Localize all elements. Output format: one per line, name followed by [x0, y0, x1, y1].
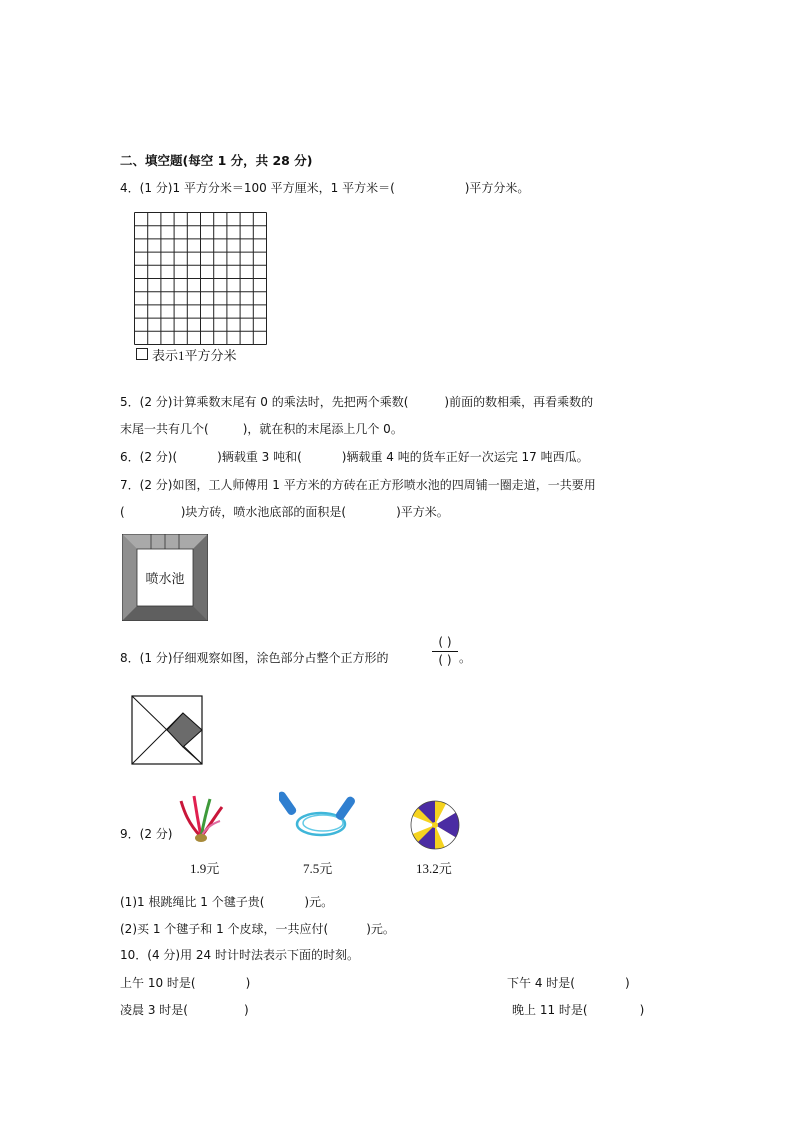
q9-sub2-text-a: (2)买 1 个毽子和 1 个皮球，一共应付(: [120, 922, 329, 936]
q6-text-c: )辆载重 4 吨的货车正好一次运完 17 吨西瓜。: [341, 450, 589, 464]
price-shuttlecock: 1.9元: [190, 861, 220, 876]
q6-text-b: )辆载重 3 吨和(: [217, 450, 302, 464]
q7-text-b: )块方砖，喷水池底部的面积是(: [180, 505, 347, 519]
jump-rope-icon: [279, 787, 359, 843]
question-5-line-1: [120, 393, 593, 411]
question-9-sub-2: [120, 920, 395, 938]
q10-c-close: ): [243, 1003, 249, 1017]
q7-text-c: )平方米。: [396, 505, 449, 519]
question-5-line-2: [120, 420, 403, 438]
q5-text-b: )前面的数相乘，再看乘数的: [444, 395, 594, 409]
q10-c-text: 凌晨 3 时是(: [120, 1003, 188, 1017]
q5-text-a: 5．(2 分)计算乘数末尾有 0 的乘法时，先把两个乘数(: [120, 395, 409, 409]
q5-text-c: 末尾一共有几个(: [120, 422, 209, 436]
q10-a-close: ): [245, 976, 251, 990]
q5-text-d: )，就在积的末尾添上几个 0。: [242, 422, 403, 436]
q10-item-c: [120, 1001, 249, 1019]
shuttlecock-icon: [176, 793, 226, 843]
q9-sub2-text-b: )元。: [366, 922, 395, 936]
q10-b-text: 下午 4 时是(: [507, 976, 575, 990]
q10-item-a: [120, 974, 250, 992]
q10-d-text: 晚上 11 时是(: [512, 1003, 588, 1017]
section-title: 二、填空题(每空 1 分，共 28 分): [120, 153, 313, 168]
legend-square-icon: [136, 348, 148, 360]
q4-text-b: )平方分米。: [464, 181, 530, 195]
question-7-line-1: 7．(2 分)如图，工人师傅用 1 平方米的方砖在正方形喷水池的四周铺一圈走道，一共要用: [120, 478, 596, 492]
grid-figure: [134, 212, 267, 345]
q9-sub1-text-b: )元。: [304, 895, 334, 909]
q10-item-b: [507, 974, 630, 992]
q8-fraction: [432, 635, 458, 668]
q7-text-a: (: [120, 505, 125, 519]
q10-d-close: ): [639, 1003, 645, 1017]
price-ball: 13.2元: [416, 861, 452, 876]
q10-a-text: 上午 10 时是(: [120, 976, 196, 990]
q6-text-a: 6．(2 分)(: [120, 450, 178, 464]
q10-b-close: ): [624, 976, 630, 990]
price-jump-rope: 7.5元: [303, 861, 333, 876]
question-6: [120, 448, 589, 466]
question-9-sub-1: [120, 893, 333, 911]
question-10-title: 10．(4 分)用 24 时计时法表示下面的时刻。: [120, 948, 359, 962]
q4-text-a: 4．(1 分)1 平方分米＝100 平方厘米，1 平方米＝(: [120, 181, 395, 195]
q10-item-d: [512, 1001, 644, 1019]
fraction-bar: [432, 651, 458, 652]
question-4: [120, 179, 529, 197]
ball-icon: [410, 800, 460, 850]
q9-sub1-text-a: (1)1 根跳绳比 1 个毽子贵(: [120, 895, 265, 909]
question-8: 8．(1 分)仔细观察如图，涂色部分占整个正方形的: [120, 651, 389, 665]
q8-period: 。: [459, 651, 472, 665]
question-7-line-2: [120, 503, 449, 521]
pool-label: 喷水池: [145, 572, 185, 587]
fraction-numerator[interactable]: ( ): [438, 635, 452, 649]
square-figure: [131, 695, 203, 765]
grid-legend: 表示1平方分米: [152, 348, 237, 363]
question-9-label: 9．(2 分): [120, 827, 173, 841]
fraction-denominator[interactable]: ( ): [438, 653, 452, 667]
